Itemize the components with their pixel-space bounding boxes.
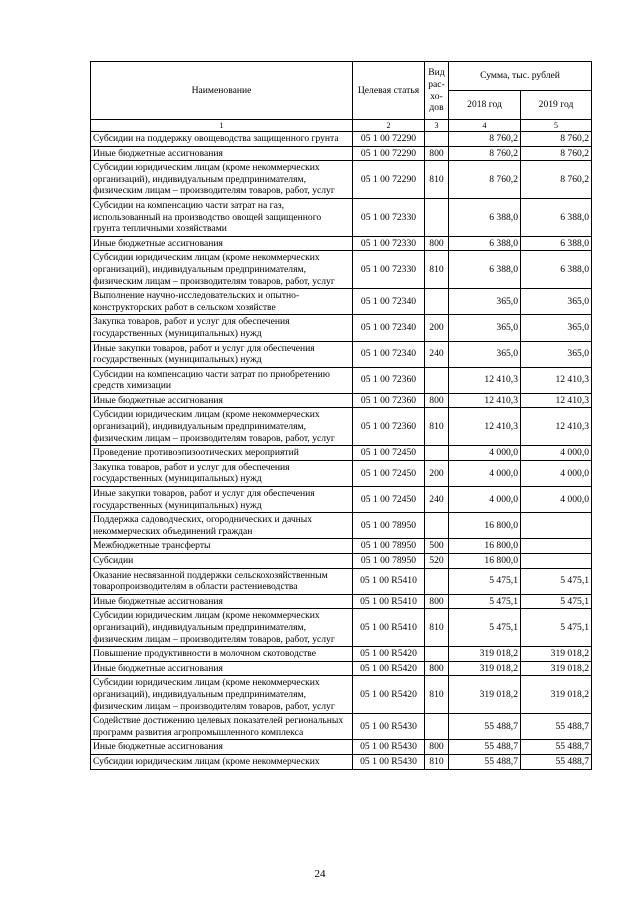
row-expense-type bbox=[425, 198, 449, 236]
row-expense-type: 810 bbox=[425, 676, 449, 714]
row-target-article: 05 1 00 72360 bbox=[353, 393, 425, 408]
table-row bbox=[91, 315, 592, 341]
row-sum-2019: 5 475,1 bbox=[521, 594, 592, 609]
row-name: Проведение противоэпизоотических мероприятий bbox=[91, 446, 353, 461]
row-sum-2019: 4 000,0 bbox=[521, 446, 592, 461]
row-expense-type bbox=[425, 647, 449, 662]
row-expense-type bbox=[425, 714, 449, 740]
row-expense-type bbox=[425, 289, 449, 315]
row-sum-2018: 4 000,0 bbox=[449, 446, 521, 461]
row-sum-2018: 8 760,2 bbox=[449, 146, 521, 161]
table-row bbox=[91, 289, 592, 315]
row-name: Межбюджетные трансферты bbox=[91, 539, 353, 554]
row-name: Субсидии юридическим лицам (кроме некоммерческих организаций), индивидуальным предпринимателям, физическим лицам – производителям товаров, работ, услуг bbox=[91, 408, 353, 446]
row-sum-2018: 16 800,0 bbox=[449, 539, 521, 554]
row-sum-2018: 16 800,0 bbox=[449, 554, 521, 569]
row-expense-type: 200 bbox=[425, 315, 449, 341]
table-row bbox=[91, 661, 592, 676]
table-row bbox=[91, 408, 592, 446]
table-row bbox=[91, 251, 592, 289]
row-sum-2019: 12 410,3 bbox=[521, 367, 592, 393]
row-target-article: 05 1 00 R5430 bbox=[353, 740, 425, 755]
row-sum-2019: 319 018,2 bbox=[521, 661, 592, 676]
row-sum-2018: 6 388,0 bbox=[449, 198, 521, 236]
row-name: Субсидии юридическим лицам (кроме некоммерческих организаций), индивидуальным предпринимателям, физическим лицам – производителям товаров, работ, услуг bbox=[91, 676, 353, 714]
row-target-article: 05 1 00 72290 bbox=[353, 161, 425, 199]
table-row bbox=[91, 132, 592, 147]
row-sum-2019: 365,0 bbox=[521, 341, 592, 367]
row-target-article: 05 1 00 72330 bbox=[353, 198, 425, 236]
row-target-article: 05 1 00 72450 bbox=[353, 487, 425, 513]
row-expense-type bbox=[425, 446, 449, 461]
row-name: Иные закупки товаров, работ и услуг для обеспечения государственных (муниципальных) нужд bbox=[91, 487, 353, 513]
row-expense-type: 240 bbox=[425, 341, 449, 367]
table-row bbox=[91, 754, 592, 769]
row-target-article: 05 1 00 72290 bbox=[353, 132, 425, 147]
row-sum-2018: 55 488,7 bbox=[449, 754, 521, 769]
row-name: Иные бюджетные ассигнования bbox=[91, 236, 353, 251]
budget-table bbox=[90, 61, 592, 770]
row-name: Поддержка садоводческих, огороднических и дачных некоммерческих объединений граждан bbox=[91, 513, 353, 539]
row-expense-type bbox=[425, 132, 449, 147]
table-row bbox=[91, 146, 592, 161]
row-target-article: 05 1 00 R5430 bbox=[353, 754, 425, 769]
row-sum-2019: 5 475,1 bbox=[521, 568, 592, 594]
row-target-article: 05 1 00 R5420 bbox=[353, 676, 425, 714]
table-row bbox=[91, 539, 592, 554]
header-year-2018: 2018 год bbox=[449, 91, 521, 120]
row-name: Субсидии на компенсацию части затрат по приобретению средств химизации bbox=[91, 367, 353, 393]
table-header bbox=[91, 62, 592, 132]
row-target-article: 05 1 00 R5420 bbox=[353, 661, 425, 676]
row-sum-2018: 365,0 bbox=[449, 315, 521, 341]
row-sum-2019: 55 488,7 bbox=[521, 740, 592, 755]
row-sum-2018: 12 410,3 bbox=[449, 393, 521, 408]
row-sum-2019: 5 475,1 bbox=[521, 609, 592, 647]
row-expense-type: 800 bbox=[425, 393, 449, 408]
row-expense-type: 810 bbox=[425, 408, 449, 446]
row-name: Иные бюджетные ассигнования bbox=[91, 146, 353, 161]
row-sum-2018: 8 760,2 bbox=[449, 161, 521, 199]
row-target-article: 05 1 00 78950 bbox=[353, 513, 425, 539]
row-expense-type: 810 bbox=[425, 609, 449, 647]
row-sum-2019: 6 388,0 bbox=[521, 236, 592, 251]
column-index: 3 bbox=[425, 120, 449, 132]
row-expense-type bbox=[425, 513, 449, 539]
row-target-article: 05 1 00 72340 bbox=[353, 315, 425, 341]
row-expense-type bbox=[425, 568, 449, 594]
row-target-article: 05 1 00 72340 bbox=[353, 341, 425, 367]
table-row bbox=[91, 487, 592, 513]
row-target-article: 05 1 00 72330 bbox=[353, 251, 425, 289]
row-expense-type: 800 bbox=[425, 661, 449, 676]
row-name: Повышение продуктивности в молочном скотоводстве bbox=[91, 647, 353, 662]
table-row bbox=[91, 676, 592, 714]
column-index: 2 bbox=[353, 120, 425, 132]
row-expense-type: 520 bbox=[425, 554, 449, 569]
row-target-article: 05 1 00 72330 bbox=[353, 236, 425, 251]
table-row bbox=[91, 198, 592, 236]
row-sum-2018: 319 018,2 bbox=[449, 647, 521, 662]
row-sum-2018: 5 475,1 bbox=[449, 594, 521, 609]
column-index: 1 bbox=[91, 120, 353, 132]
row-name: Иные бюджетные ассигнования bbox=[91, 393, 353, 408]
table-row bbox=[91, 647, 592, 662]
row-sum-2018: 12 410,3 bbox=[449, 408, 521, 446]
row-name: Содействие достижению целевых показателей региональных программ развития агропромышленного комплекса bbox=[91, 714, 353, 740]
row-target-article: 05 1 00 72290 bbox=[353, 146, 425, 161]
table-row bbox=[91, 367, 592, 393]
row-target-article: 05 1 00 R5430 bbox=[353, 714, 425, 740]
header-expense-type: Вид рас-хо-дов bbox=[425, 62, 449, 120]
header-name: Наименование bbox=[91, 62, 353, 120]
row-expense-type: 810 bbox=[425, 251, 449, 289]
row-target-article: 05 1 00 R5410 bbox=[353, 594, 425, 609]
row-sum-2019: 8 760,2 bbox=[521, 161, 592, 199]
row-sum-2018: 4 000,0 bbox=[449, 487, 521, 513]
row-sum-2019: 6 388,0 bbox=[521, 251, 592, 289]
row-target-article: 05 1 00 72450 bbox=[353, 460, 425, 486]
row-name: Закупка товаров, работ и услуг для обеспечения государственных (муниципальных) нужд bbox=[91, 460, 353, 486]
row-sum-2018: 55 488,7 bbox=[449, 740, 521, 755]
row-expense-type: 800 bbox=[425, 146, 449, 161]
row-sum-2018: 5 475,1 bbox=[449, 568, 521, 594]
row-target-article: 05 1 00 78950 bbox=[353, 539, 425, 554]
row-sum-2018: 8 760,2 bbox=[449, 132, 521, 147]
row-sum-2019: 4 000,0 bbox=[521, 460, 592, 486]
row-sum-2019 bbox=[521, 539, 592, 554]
table-row bbox=[91, 446, 592, 461]
row-name: Иные закупки товаров, работ и услуг для обеспечения государственных (муниципальных) нужд bbox=[91, 341, 353, 367]
table-row bbox=[91, 393, 592, 408]
row-target-article: 05 1 00 72450 bbox=[353, 446, 425, 461]
row-name: Иные бюджетные ассигнования bbox=[91, 740, 353, 755]
table-row bbox=[91, 161, 592, 199]
row-sum-2018: 6 388,0 bbox=[449, 251, 521, 289]
row-expense-type: 240 bbox=[425, 487, 449, 513]
row-expense-type: 200 bbox=[425, 460, 449, 486]
row-name: Субсидии юридическим лицам (кроме некоммерческих bbox=[91, 754, 353, 769]
table-body bbox=[91, 132, 592, 770]
table-row bbox=[91, 554, 592, 569]
row-expense-type: 800 bbox=[425, 236, 449, 251]
row-target-article: 05 1 00 72360 bbox=[353, 367, 425, 393]
table-row bbox=[91, 513, 592, 539]
row-name: Субсидии bbox=[91, 554, 353, 569]
column-index: 5 bbox=[521, 120, 592, 132]
table-row bbox=[91, 568, 592, 594]
row-name: Субсидии юридическим лицам (кроме некоммерческих организаций), индивидуальным предпринимателям, физическим лицам – производителям товаров, работ, услуг bbox=[91, 161, 353, 199]
row-sum-2018: 55 488,7 bbox=[449, 714, 521, 740]
row-sum-2019: 319 018,2 bbox=[521, 676, 592, 714]
row-expense-type: 810 bbox=[425, 161, 449, 199]
row-sum-2019: 55 488,7 bbox=[521, 754, 592, 769]
table-row bbox=[91, 594, 592, 609]
column-index: 4 bbox=[449, 120, 521, 132]
row-name: Закупка товаров, работ и услуг для обеспечения государственных (муниципальных) нужд bbox=[91, 315, 353, 341]
row-sum-2019 bbox=[521, 513, 592, 539]
table-row bbox=[91, 236, 592, 251]
row-expense-type bbox=[425, 367, 449, 393]
row-expense-type: 500 bbox=[425, 539, 449, 554]
row-name: Субсидии на поддержку овощеводства защищенного грунта bbox=[91, 132, 353, 147]
row-name: Иные бюджетные ассигнования bbox=[91, 661, 353, 676]
row-expense-type: 800 bbox=[425, 594, 449, 609]
row-target-article: 05 1 00 78950 bbox=[353, 554, 425, 569]
row-sum-2019: 6 388,0 bbox=[521, 198, 592, 236]
row-sum-2018: 365,0 bbox=[449, 289, 521, 315]
row-sum-2019: 12 410,3 bbox=[521, 408, 592, 446]
header-year-2019: 2019 год bbox=[521, 91, 592, 120]
row-name: Оказание несвязанной поддержки сельскохозяйственным товаропроизводителям в области растениеводства bbox=[91, 568, 353, 594]
row-sum-2019 bbox=[521, 554, 592, 569]
row-name: Субсидии юридическим лицам (кроме некоммерческих организаций), индивидуальным предпринимателям, физическим лицам – производителям товаров, работ, услуг bbox=[91, 251, 353, 289]
row-target-article: 05 1 00 72360 bbox=[353, 408, 425, 446]
row-sum-2018: 319 018,2 bbox=[449, 661, 521, 676]
row-target-article: 05 1 00 72340 bbox=[353, 289, 425, 315]
row-target-article: 05 1 00 R5420 bbox=[353, 647, 425, 662]
row-expense-type: 810 bbox=[425, 754, 449, 769]
row-sum-2018: 4 000,0 bbox=[449, 460, 521, 486]
column-index-row bbox=[91, 120, 592, 132]
header-sum: Сумма, тыс. рублей bbox=[449, 62, 592, 91]
row-sum-2018: 5 475,1 bbox=[449, 609, 521, 647]
row-name: Иные бюджетные ассигнования bbox=[91, 594, 353, 609]
header-target-article: Целевая статья bbox=[353, 62, 425, 120]
row-sum-2018: 6 388,0 bbox=[449, 236, 521, 251]
row-sum-2019: 8 760,2 bbox=[521, 132, 592, 147]
row-sum-2018: 365,0 bbox=[449, 341, 521, 367]
row-sum-2019: 12 410,3 bbox=[521, 393, 592, 408]
table-row bbox=[91, 740, 592, 755]
table-row bbox=[91, 460, 592, 486]
row-sum-2018: 319 018,2 bbox=[449, 676, 521, 714]
row-sum-2018: 12 410,3 bbox=[449, 367, 521, 393]
row-sum-2019: 365,0 bbox=[521, 315, 592, 341]
row-name: Субсидии юридическим лицам (кроме некоммерческих организаций), индивидуальным предпринимателям, физическим лицам – производителям товаров, работ, услуг bbox=[91, 609, 353, 647]
table-row bbox=[91, 341, 592, 367]
row-sum-2019: 365,0 bbox=[521, 289, 592, 315]
page-number: 24 bbox=[314, 868, 326, 880]
header-row-main bbox=[91, 62, 592, 91]
row-name: Субсидии на компенсацию части затрат на газ, использованный на производство овощей защищенного грунта тепличными хозяйствами bbox=[91, 198, 353, 236]
row-sum-2019: 4 000,0 bbox=[521, 487, 592, 513]
row-target-article: 05 1 00 R5410 bbox=[353, 568, 425, 594]
row-expense-type: 800 bbox=[425, 740, 449, 755]
row-target-article: 05 1 00 R5410 bbox=[353, 609, 425, 647]
table-row bbox=[91, 714, 592, 740]
row-sum-2019: 319 018,2 bbox=[521, 647, 592, 662]
row-name: Выполнение научно-исследовательских и опытно-конструкторских работ в сельском хозяйстве bbox=[91, 289, 353, 315]
table-row bbox=[91, 609, 592, 647]
row-sum-2019: 55 488,7 bbox=[521, 714, 592, 740]
row-sum-2018: 16 800,0 bbox=[449, 513, 521, 539]
row-sum-2019: 8 760,2 bbox=[521, 146, 592, 161]
